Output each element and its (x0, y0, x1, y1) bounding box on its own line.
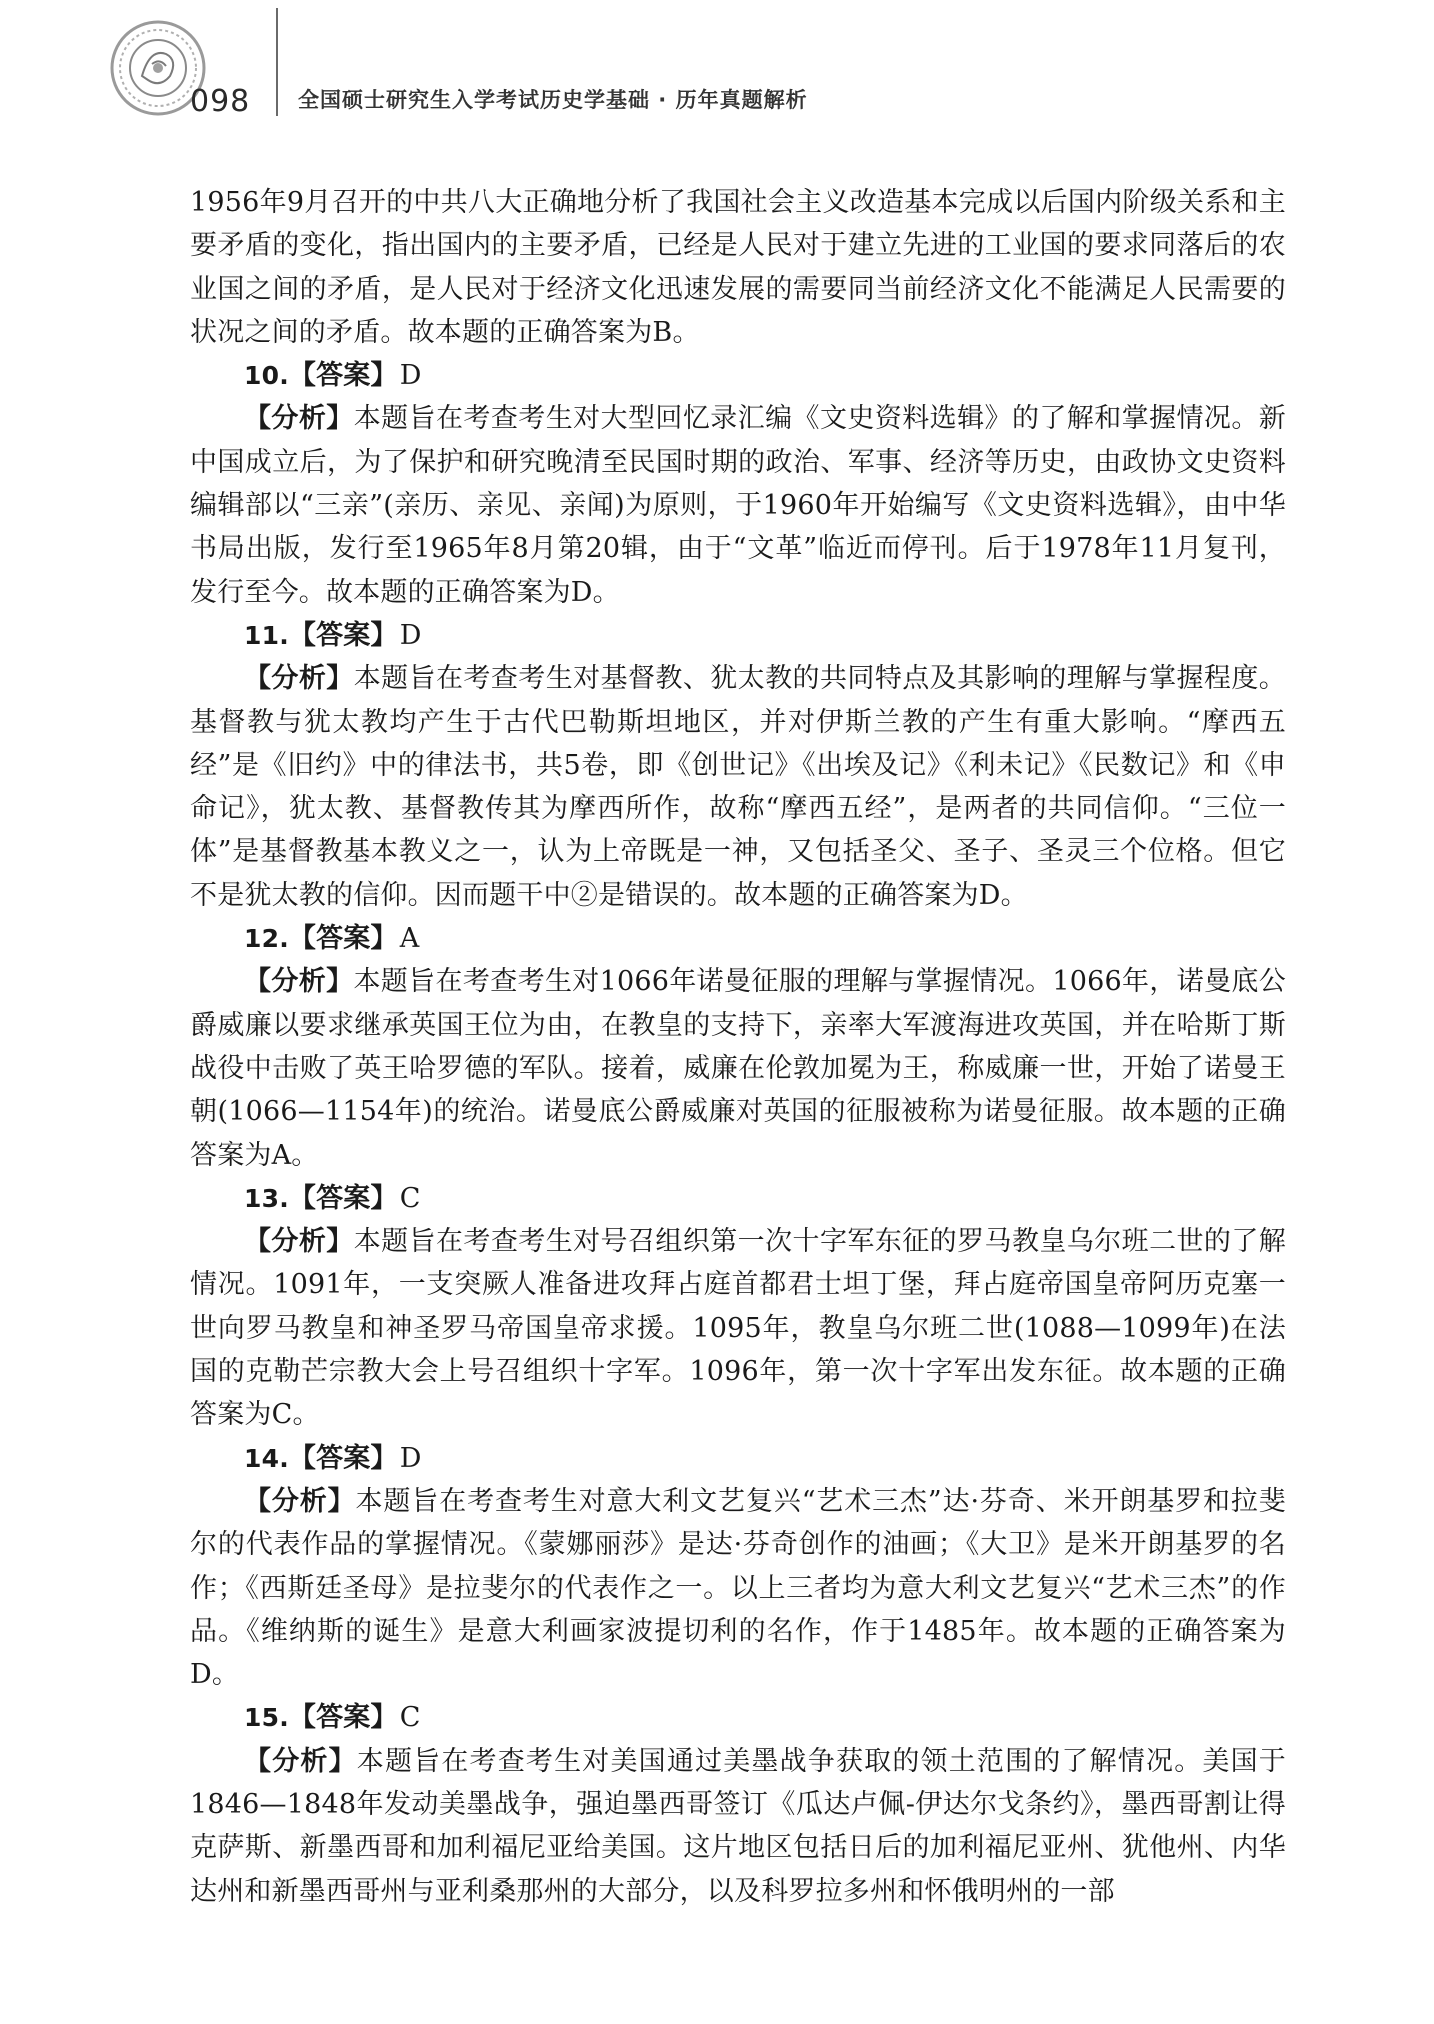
analysis-text: 本题旨在考查考生对基督教、犹太教的共同特点及其影响的理解与掌握程度。基督教与犹太教均产生于古代巴勒斯坦地区，并对伊斯兰教的产生有重大影响。“摩西五经”是《旧约》中的律法书，共5卷，即《创世记》《出埃及记》《利未记》《民数记》和《申命记》，犹太教、基督教传其为摩西所作，故称“摩西五经”，是两者的共同信仰。“三位一体”是基督教基本教义之一，认为上帝既是一神，又包括圣父、圣子、圣灵三个位格。但它不是犹太教的信仰。因而题干中②是错误的。故本题的正确答案为D。 (190, 663, 1286, 911)
answer-label: 【答案】 (288, 1702, 398, 1734)
analysis-label: 【分析】 (244, 663, 354, 695)
analysis-label: 【分析】 (244, 966, 354, 998)
answer-label: 【答案】 (288, 1442, 398, 1474)
item-number: 14. (244, 1443, 289, 1473)
analysis-text: 本题旨在考查考生对号召组织第一次十字军东征的罗马教皇乌尔班二世的了解情况。1091年，一支突厥人准备进攻拜占庭首都君士坦丁堡，拜占庭帝国皇帝阿历克塞一世向罗马教皇和神圣罗马帝国皇帝求援。1095年，教皇乌尔班二世(1088—1099年)在法国的克勒芒宗教大会上号召组织十字军。1096年，第一次十字军出发东征。故本题的正确答案为C。 (190, 1226, 1286, 1431)
answer-value: C (399, 1182, 421, 1214)
answer-value: A (399, 923, 420, 955)
answer-value: D (399, 619, 422, 651)
answer-line-15 (190, 1696, 1286, 1739)
answer-label: 【答案】 (288, 1182, 398, 1214)
header-divider (276, 8, 278, 116)
answer-value: D (399, 1442, 422, 1474)
analysis-label: 【分析】 (244, 1485, 356, 1517)
intro-paragraph: 1956年9月召开的中共八大正确地分析了我国社会主义改造基本完成以后国内阶级关系和主要矛盾的变化，指出国内的主要矛盾，已经是人民对于建立先进的工业国的要求同落后的农业国之间的矛盾，是人民对于经济文化迅速发展的需要同当前经济文化不能满足人民需要的状况之间的矛盾。故本题的正确答案为B。 (190, 187, 1286, 348)
answer-line-12 (190, 917, 1286, 960)
item-number: 12. (244, 924, 289, 954)
analysis-text: 本题旨在考查考生对美国通过美墨战争获取的领土范围的了解情况。美国于1846—1848年发动美墨战争，强迫墨西哥签订《瓜达卢佩-伊达尔戈条约》，墨西哥割让得克萨斯、新墨西哥和加利福尼亚给美国。这片地区包括日后的加利福尼亚州、犹他州、内华达州和新墨西哥州与亚利桑那州的大部分，以及科罗拉多州和怀俄明州的一部 (190, 1745, 1286, 1907)
item-number: 15. (244, 1703, 289, 1733)
answer-value: C (399, 1702, 421, 1734)
analysis-text: 本题旨在考查考生对大型回忆录汇编《文史资料选辑》的了解和掌握情况。新中国成立后，为了保护和研究晚清至民国时期的政治、军事、经济等历史，由政协文史资料编辑部以“三亲”(亲历、亲见、亲闻)为原则，于1960年开始编写《文史资料选辑》，由中华书局出版，发行至1965年8月第20辑，由于“文革”临近而停刊。后于1978年11月复刊，发行至今。故本题的正确答案为D。 (190, 403, 1286, 608)
analysis-paragraph-14 (190, 1480, 1286, 1696)
item-number: 10. (244, 361, 289, 391)
analysis-text: 本题旨在考查考生对意大利文艺复兴“艺术三杰”达·芬奇、米开朗基罗和拉斐尔的代表作品的掌握情况。《蒙娜丽莎》是达·芬奇创作的油画；《大卫》是米开朗基罗的名作；《西斯廷圣母》是拉斐尔的代表作之一。以上三者均为意大利文艺复兴“艺术三杰”的作品。《维纳斯的诞生》是意大利画家波提切利的名作，作于1485年。故本题的正确答案为D。 (190, 1485, 1286, 1691)
answer-label: 【答案】 (288, 923, 398, 955)
book-title: 全国硕士研究生入学考试历史学基础 · 历年真题解析 (298, 88, 808, 112)
analysis-label: 【分析】 (244, 403, 354, 435)
page-content (190, 181, 1286, 1913)
answer-line-10 (190, 354, 1286, 397)
analysis-label: 【分析】 (244, 1745, 357, 1777)
page-header (0, 0, 1434, 150)
item-number: 13. (244, 1183, 289, 1213)
answer-label: 【答案】 (288, 619, 398, 651)
page-number: 098 (190, 84, 251, 119)
analysis-paragraph-11 (190, 657, 1286, 917)
item-number: 11. (244, 620, 289, 650)
analysis-text: 本题旨在考查考生对1066年诺曼征服的理解与掌握情况。1066年，诺曼底公爵威廉以要求继承英国王位为由，在教皇的支持下，亲率大军渡海进攻英国，并在哈斯丁斯战役中击败了英王哈罗德的军队。接着，威廉在伦敦加冕为王，称威廉一世，开始了诺曼王朝(1066—1154年)的统治。诺曼底公爵威廉对英国的征服被称为诺曼征服。故本题的正确答案为A。 (190, 966, 1286, 1171)
answer-line-13 (190, 1177, 1286, 1220)
answer-line-14 (190, 1437, 1286, 1480)
analysis-paragraph-13 (190, 1220, 1286, 1436)
answer-label: 【答案】 (288, 360, 398, 392)
analysis-paragraph-12 (190, 960, 1286, 1176)
analysis-paragraph-15 (190, 1740, 1286, 1913)
answer-line-11 (190, 614, 1286, 657)
analysis-label: 【分析】 (244, 1226, 354, 1258)
answer-value: D (399, 360, 422, 392)
analysis-paragraph-10 (190, 397, 1286, 613)
